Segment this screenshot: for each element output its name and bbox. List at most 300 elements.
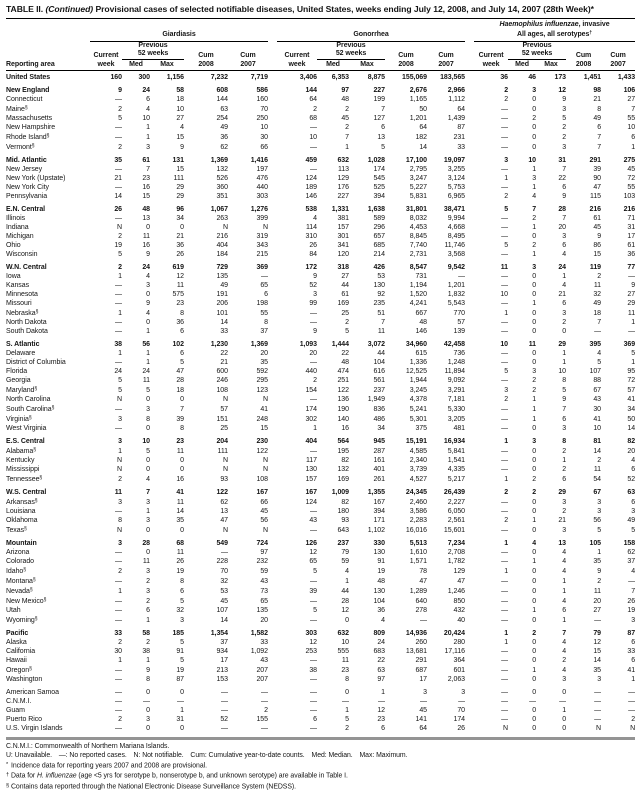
value-cell: 1 bbox=[562, 587, 567, 595]
value-cell: 36 bbox=[220, 133, 228, 141]
value-cell: 1 bbox=[532, 184, 537, 192]
value-cell: 20,424 bbox=[443, 630, 466, 638]
value-cell: N bbox=[262, 457, 268, 465]
value-cell: 31 bbox=[176, 716, 184, 724]
value-cell: — bbox=[420, 616, 427, 624]
value-cell: 1 bbox=[597, 549, 602, 557]
table-row bbox=[6, 232, 635, 241]
value-cell: 0 bbox=[146, 689, 150, 697]
value-cell: 3 bbox=[146, 716, 150, 724]
table-row bbox=[6, 706, 635, 715]
spacer-cell bbox=[268, 706, 277, 715]
value-cell: 0 bbox=[532, 549, 537, 557]
spacer-cell bbox=[268, 358, 277, 367]
footnote-marker: § bbox=[6, 782, 10, 789]
value-cell: 440 bbox=[305, 368, 317, 376]
value-cell: 3 bbox=[532, 438, 537, 446]
value-cell: 32 bbox=[593, 291, 602, 299]
label: Previous bbox=[336, 41, 366, 49]
value-cell: 5 bbox=[180, 657, 184, 665]
value-cell: 12 bbox=[341, 607, 349, 615]
value-cell: 68 bbox=[176, 540, 184, 548]
value-cell: 3 bbox=[562, 676, 567, 684]
value-cell: 5 bbox=[146, 447, 150, 455]
spacer-cell bbox=[465, 557, 474, 566]
value-cell: 16,016 bbox=[405, 526, 427, 534]
spacer-cell bbox=[268, 724, 277, 733]
value-cell: 5 bbox=[504, 242, 509, 250]
value-cell: 1,165 bbox=[409, 96, 427, 104]
value-cell: 91 bbox=[377, 558, 385, 566]
spacer-cell bbox=[465, 223, 474, 232]
value-cell: 561 bbox=[373, 377, 385, 385]
value-cell: 40 bbox=[457, 616, 466, 624]
value-cell: 13,681 bbox=[405, 648, 427, 656]
table-row bbox=[6, 446, 635, 456]
value-cell: 7 bbox=[562, 166, 567, 174]
value-cell: 2,340 bbox=[409, 457, 427, 465]
value-cell: 1,582 bbox=[250, 630, 268, 638]
value-cell: — bbox=[501, 184, 509, 192]
spacer-cell bbox=[465, 507, 474, 516]
value-cell: 43 bbox=[593, 396, 602, 404]
reporting-area-cell: North Dakota bbox=[6, 319, 47, 327]
footnote-line bbox=[6, 782, 635, 792]
value-cell: 303 bbox=[256, 193, 268, 201]
reporting-area-cell: U.S. Virgin Islands bbox=[6, 725, 63, 733]
value-cell: 17 bbox=[627, 233, 636, 241]
value-cell: 2 bbox=[532, 377, 537, 385]
footnote-text: Data for bbox=[11, 772, 37, 780]
reporting-area-cell: Rhode Island§ bbox=[6, 133, 50, 142]
value-cell: 46 bbox=[528, 74, 537, 82]
spacer-cell bbox=[465, 465, 474, 474]
value-cell: 2 bbox=[532, 630, 537, 638]
value-cell: 8 bbox=[562, 377, 567, 385]
value-cell: 6 bbox=[146, 96, 150, 104]
spacer-cell bbox=[465, 535, 474, 548]
spacer-cell bbox=[268, 349, 277, 358]
value-cell: 122 bbox=[216, 489, 228, 497]
value-cell: 4 bbox=[562, 282, 567, 290]
value-cell: 10 bbox=[176, 105, 184, 113]
footnote-text: C.N.M.I.: Commonwealth of Northern Mariana Islands. bbox=[6, 743, 170, 751]
table-row bbox=[6, 71, 635, 83]
reporting-area-cell: North Carolina bbox=[6, 396, 51, 404]
value-cell: — bbox=[501, 377, 509, 385]
value-cell: — bbox=[501, 350, 509, 358]
value-cell: 36 bbox=[377, 607, 385, 615]
value-cell: — bbox=[310, 689, 317, 697]
value-cell: — bbox=[501, 526, 509, 534]
value-cell: 1 bbox=[631, 359, 636, 367]
value-cell: 92 bbox=[377, 291, 385, 299]
value-cell: 59 bbox=[341, 558, 349, 566]
value-cell: 1,230 bbox=[210, 341, 228, 349]
value-cell: 37 bbox=[627, 558, 636, 566]
value-cell: 2,227 bbox=[447, 498, 466, 506]
gonorrhea-current-week-header bbox=[277, 41, 317, 70]
value-cell: 7 bbox=[597, 143, 602, 151]
value-cell: 45 bbox=[220, 597, 228, 605]
value-cell: 616 bbox=[373, 368, 385, 376]
value-cell: 64 bbox=[309, 96, 317, 104]
value-cell: 7,181 bbox=[447, 396, 466, 404]
value-cell: 395 bbox=[589, 341, 602, 349]
value-cell: 330 bbox=[373, 540, 385, 548]
value-cell: 15 bbox=[142, 193, 150, 201]
value-cell: 21 bbox=[593, 96, 602, 104]
value-cell: 25 bbox=[341, 309, 349, 317]
value-cell: 0 bbox=[180, 689, 184, 697]
value-cell: 66 bbox=[260, 498, 268, 506]
value-cell: 67 bbox=[593, 489, 602, 497]
value-cell: 16,934 bbox=[443, 438, 466, 446]
label: Cum bbox=[610, 52, 626, 60]
value-cell: 0 bbox=[532, 639, 537, 647]
value-cell: 0 bbox=[146, 291, 150, 299]
value-cell: 21 bbox=[220, 359, 228, 367]
value-cell: 48 bbox=[341, 359, 349, 367]
value-cell: 41 bbox=[627, 396, 636, 404]
value-cell: — bbox=[501, 405, 509, 413]
value-cell: 160 bbox=[256, 96, 268, 104]
value-cell: 6,965 bbox=[447, 193, 466, 201]
value-cell: 1 bbox=[532, 396, 537, 404]
value-cell: 426 bbox=[373, 264, 385, 272]
spacer-cell bbox=[465, 104, 474, 114]
section-footnote-mark: § bbox=[34, 498, 38, 505]
spacer-cell bbox=[465, 497, 474, 507]
value-cell: — bbox=[501, 676, 509, 684]
value-cell: 0 bbox=[146, 457, 150, 465]
table-row bbox=[6, 349, 635, 358]
value-cell: 184 bbox=[216, 251, 228, 259]
value-cell: 5 bbox=[631, 526, 636, 534]
value-cell: 237 bbox=[337, 540, 349, 548]
table-row bbox=[6, 290, 635, 299]
value-cell: 9,542 bbox=[447, 264, 466, 272]
value-cell: N bbox=[116, 224, 122, 232]
value-cell: 1 bbox=[532, 415, 537, 423]
value-cell: 117 bbox=[305, 457, 317, 465]
value-cell: 381 bbox=[337, 215, 349, 223]
value-cell: 24 bbox=[377, 639, 385, 647]
value-cell: 87 bbox=[457, 124, 466, 132]
value-cell: — bbox=[529, 698, 537, 706]
value-cell: 81 bbox=[593, 438, 602, 446]
value-cell: 4,453 bbox=[409, 224, 427, 232]
spacer-cell bbox=[268, 576, 277, 586]
value-cell: 8,032 bbox=[409, 215, 427, 223]
value-cell: 4 bbox=[562, 549, 567, 557]
value-cell: 11 bbox=[176, 549, 184, 557]
value-cell: 0 bbox=[146, 707, 150, 715]
value-cell: — bbox=[458, 273, 466, 281]
haemophilus-cum-2007-header bbox=[601, 41, 635, 70]
value-cell: 1 bbox=[504, 309, 509, 317]
spacer-cell bbox=[465, 615, 474, 625]
value-cell: 0 bbox=[562, 716, 567, 724]
value-cell: 934 bbox=[216, 648, 228, 656]
value-cell: 5 bbox=[597, 526, 602, 534]
spacer-cell bbox=[465, 647, 474, 656]
value-cell: — bbox=[115, 166, 122, 174]
value-cell: 57 bbox=[457, 319, 466, 327]
value-cell: 1,248 bbox=[447, 359, 466, 367]
table-row bbox=[6, 165, 635, 174]
value-cell: — bbox=[501, 115, 509, 123]
reporting-area-cell: W.N. Central bbox=[6, 264, 47, 272]
reporting-area-cell: New Hampshire bbox=[6, 124, 56, 132]
value-cell: — bbox=[501, 607, 509, 615]
value-cell: 2,460 bbox=[409, 498, 427, 506]
value-cell: 111 bbox=[217, 447, 228, 455]
value-cell: 1,201 bbox=[447, 282, 466, 290]
table-row bbox=[6, 576, 635, 586]
value-cell: — bbox=[501, 498, 509, 506]
value-cell: 9 bbox=[146, 300, 150, 308]
table-row bbox=[6, 586, 635, 596]
value-cell: N bbox=[222, 526, 228, 534]
label: Previous bbox=[138, 41, 168, 49]
value-cell: N bbox=[262, 224, 268, 232]
value-cell: 1 bbox=[504, 639, 509, 647]
section-footnote-mark: § bbox=[34, 386, 38, 393]
value-cell: 3 bbox=[180, 616, 184, 624]
value-cell: 82 bbox=[341, 457, 349, 465]
section-footnote-mark: § bbox=[33, 447, 37, 454]
reporting-area-cell: Mountain bbox=[6, 540, 37, 548]
value-cell: 2 bbox=[504, 489, 509, 497]
value-cell: 2,731 bbox=[409, 251, 427, 259]
value-cell: 11 bbox=[627, 309, 636, 317]
spacer-cell bbox=[268, 557, 277, 566]
table-row bbox=[6, 385, 635, 395]
section-footnote-mark: § bbox=[24, 105, 28, 112]
subheader-row bbox=[6, 41, 635, 59]
value-cell: 64 bbox=[419, 124, 427, 132]
spacer-cell bbox=[268, 656, 277, 665]
value-cell: 4 bbox=[381, 616, 385, 624]
value-cell: — bbox=[628, 707, 636, 715]
value-cell: 592 bbox=[256, 368, 268, 376]
value-cell: 2,283 bbox=[409, 517, 427, 525]
value-cell: 5 bbox=[504, 206, 509, 214]
value-cell: 26 bbox=[457, 725, 466, 733]
value-cell: 191 bbox=[216, 291, 228, 299]
value-cell: 4 bbox=[562, 567, 567, 575]
spacer-cell bbox=[465, 318, 474, 327]
gonorrhea-max-header: Max bbox=[360, 60, 374, 68]
value-cell: 95 bbox=[627, 368, 636, 376]
label: 2007 bbox=[438, 60, 454, 68]
value-cell: 394 bbox=[373, 193, 385, 201]
value-cell: 176 bbox=[337, 184, 349, 192]
value-cell: 6 bbox=[180, 328, 184, 336]
value-cell: — bbox=[221, 707, 228, 715]
value-cell: 7 bbox=[381, 319, 385, 327]
spacer-cell bbox=[268, 183, 277, 192]
value-cell: — bbox=[628, 328, 636, 336]
table-row bbox=[6, 174, 635, 183]
value-cell: 394 bbox=[373, 508, 385, 516]
value-cell: 404 bbox=[216, 242, 228, 250]
value-cell: 0 bbox=[345, 689, 349, 697]
table-row bbox=[6, 474, 635, 484]
spacer-cell bbox=[268, 259, 277, 272]
value-cell: 11 bbox=[142, 558, 150, 566]
spacer-cell bbox=[465, 446, 474, 456]
value-cell: 8 bbox=[146, 676, 150, 684]
value-cell: 1,246 bbox=[447, 587, 466, 595]
value-cell: 155 bbox=[256, 716, 268, 724]
value-cell: 586 bbox=[256, 87, 268, 95]
spacer-cell bbox=[268, 223, 277, 232]
value-cell: — bbox=[501, 224, 509, 232]
label: week bbox=[97, 60, 115, 68]
value-cell: 2 bbox=[597, 457, 602, 465]
spacer-cell bbox=[268, 433, 277, 446]
reporting-area-cell: Massachusetts bbox=[6, 115, 53, 123]
bottom-rule bbox=[6, 737, 635, 740]
value-cell: — bbox=[501, 447, 509, 455]
reporting-area-cell: C.N.M.I. bbox=[6, 698, 32, 706]
value-cell: 3 bbox=[504, 386, 509, 394]
value-cell: 0 bbox=[180, 725, 184, 733]
value-cell: 300 bbox=[138, 74, 150, 82]
value-cell: 301 bbox=[337, 233, 349, 241]
value-cell: — bbox=[115, 558, 122, 566]
value-cell: 47 bbox=[176, 368, 184, 376]
reporting-area-cell: Alaska bbox=[6, 639, 27, 647]
reporting-area-cell: United States bbox=[6, 74, 51, 82]
value-cell: 3,072 bbox=[367, 341, 385, 349]
value-cell: — bbox=[310, 143, 317, 151]
spacer-cell bbox=[268, 114, 277, 123]
spacer-cell bbox=[465, 272, 474, 281]
value-cell: 64 bbox=[419, 725, 427, 733]
label: Current bbox=[284, 52, 310, 60]
spacer-cell bbox=[268, 299, 277, 308]
footnote-marker: † bbox=[6, 772, 10, 779]
group-header-gonorrhea: Gonorrhea bbox=[277, 19, 465, 42]
value-cell: — bbox=[378, 698, 385, 706]
reporting-area-cell: Michigan bbox=[6, 233, 34, 241]
value-cell: 5,753 bbox=[447, 184, 466, 192]
value-cell: 251 bbox=[337, 377, 349, 385]
value-cell: 207 bbox=[256, 676, 268, 684]
value-cell: 14 bbox=[593, 447, 602, 455]
value-cell: 49 bbox=[220, 282, 228, 290]
value-cell: 62 bbox=[220, 143, 228, 151]
spacer-cell bbox=[465, 290, 474, 299]
value-cell: 47 bbox=[419, 577, 427, 585]
reporting-area-cell: Florida bbox=[6, 368, 28, 376]
reporting-area-cell: South Dakota bbox=[6, 328, 48, 336]
value-cell: — bbox=[501, 508, 509, 516]
value-cell: 228 bbox=[216, 558, 228, 566]
spacer-cell bbox=[465, 586, 474, 596]
value-cell: 0 bbox=[180, 457, 184, 465]
value-cell: 15 bbox=[593, 648, 602, 656]
value-cell: 132 bbox=[337, 466, 349, 474]
value-cell: 11 bbox=[176, 447, 184, 455]
value-cell: — bbox=[115, 689, 122, 697]
value-cell: 6 bbox=[562, 300, 567, 308]
reporting-area-cell: Alabama§ bbox=[6, 447, 37, 456]
value-cell: — bbox=[115, 549, 122, 557]
value-cell: 197 bbox=[256, 166, 268, 174]
spacer-cell bbox=[268, 697, 277, 706]
spacer-cell bbox=[465, 259, 474, 272]
label: Cum bbox=[398, 52, 414, 60]
value-cell: — bbox=[115, 319, 122, 327]
value-cell: 3,245 bbox=[409, 386, 427, 394]
value-cell: 20 bbox=[309, 350, 317, 358]
haemophilus-previous-52-weeks-header bbox=[508, 41, 566, 59]
value-cell: 2 bbox=[532, 475, 537, 483]
section-footnote-mark: § bbox=[43, 597, 47, 604]
value-cell: 643 bbox=[337, 526, 349, 534]
gonorrhea-cum-2007-header bbox=[427, 41, 465, 70]
value-cell: 9 bbox=[562, 96, 567, 104]
value-cell: 11 bbox=[142, 233, 150, 241]
value-cell: 6 bbox=[631, 657, 636, 665]
value-cell: 4 bbox=[146, 105, 150, 113]
value-cell: N bbox=[262, 466, 268, 474]
value-cell: 12 bbox=[593, 639, 602, 647]
spacer-cell bbox=[268, 165, 277, 174]
label: week bbox=[482, 60, 500, 68]
value-cell: 82 bbox=[627, 438, 636, 446]
value-cell: 33 bbox=[114, 630, 122, 638]
value-cell: N bbox=[116, 396, 122, 404]
value-cell: 58 bbox=[176, 87, 184, 95]
spacer-cell bbox=[268, 647, 277, 656]
value-cell: 375 bbox=[415, 425, 427, 433]
value-cell: 2 bbox=[118, 143, 122, 151]
value-cell: — bbox=[221, 725, 228, 733]
value-cell: — bbox=[594, 716, 602, 724]
value-cell: 3 bbox=[562, 233, 567, 241]
value-cell: 1 bbox=[562, 577, 567, 585]
value-cell: 26 bbox=[114, 206, 122, 214]
value-cell: 63 bbox=[627, 489, 636, 497]
value-cell: 183,565 bbox=[440, 74, 466, 82]
value-cell: 53 bbox=[220, 587, 228, 595]
value-cell: 2 bbox=[504, 396, 509, 404]
value-cell: 287 bbox=[373, 447, 385, 455]
value-cell: 2 bbox=[118, 105, 122, 113]
value-cell: 0 bbox=[562, 725, 567, 733]
value-cell: 195 bbox=[337, 447, 349, 455]
value-cell: 55 bbox=[627, 115, 636, 123]
value-cell: 14 bbox=[627, 425, 636, 433]
value-cell: 41 bbox=[260, 405, 268, 413]
spacer-cell bbox=[268, 327, 277, 336]
value-cell: 10 bbox=[341, 639, 349, 647]
table-row bbox=[6, 223, 635, 232]
value-cell: 129 bbox=[453, 567, 466, 575]
value-cell: 6 bbox=[381, 725, 385, 733]
value-cell: 87 bbox=[176, 676, 184, 684]
footnote-marker: * bbox=[6, 761, 9, 768]
table-row bbox=[6, 535, 635, 548]
value-cell: 1,289 bbox=[409, 587, 427, 595]
value-cell: 5 bbox=[345, 716, 349, 724]
value-cell: 2 bbox=[345, 105, 349, 113]
